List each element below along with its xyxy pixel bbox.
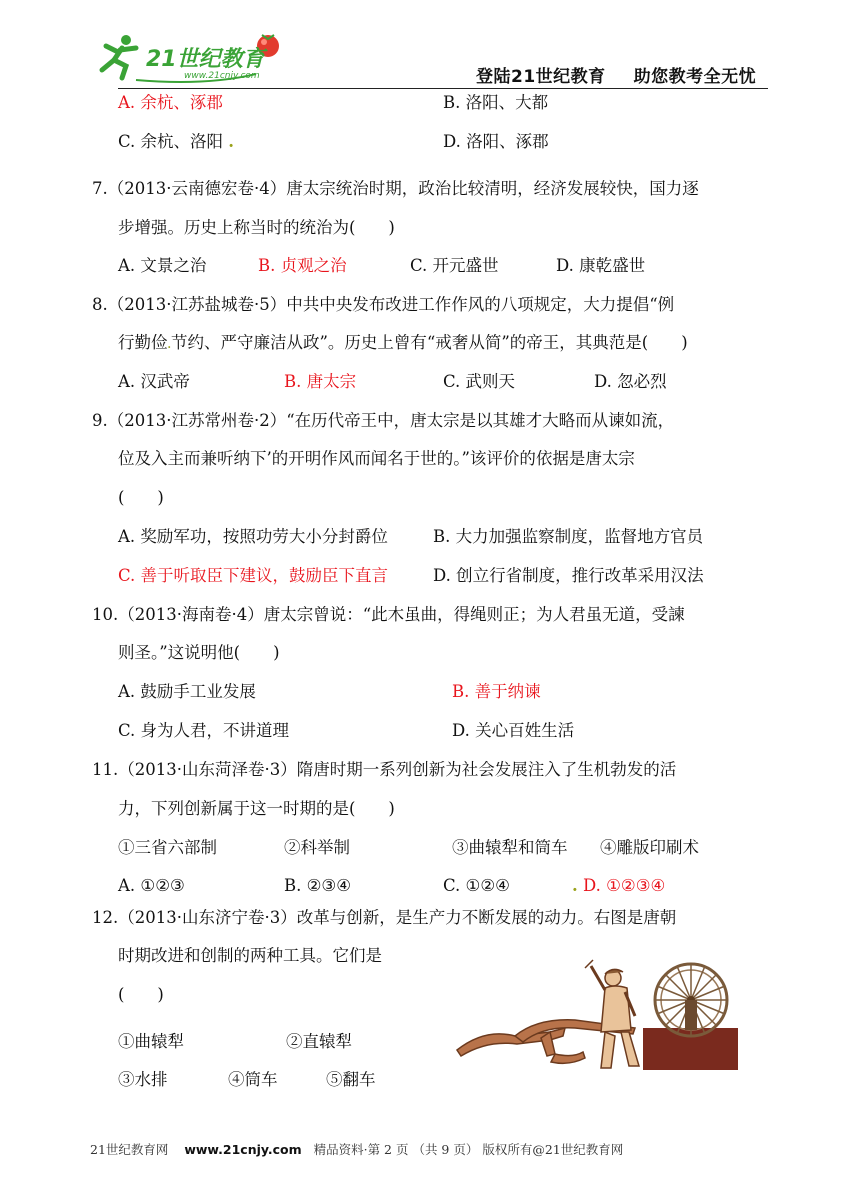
q8-option-c: C. 武则天 bbox=[443, 372, 516, 391]
q11-item-2: ②科举制 bbox=[284, 838, 350, 857]
q7-option-d: D. 康乾盛世 bbox=[556, 256, 646, 275]
q8-stem-line2a: 行勤俭 bbox=[118, 333, 168, 352]
q7-stem-line1: 7.（2013·云南德宏卷·4）唐太宗统治时期，政治比较清明，经济发展较快，国力逐 bbox=[92, 179, 699, 198]
q11-stem-line1: 11.（2013·山东菏泽卷·3）隋唐时期一系列创新为社会发展注入了生机勃发的活 bbox=[92, 760, 677, 779]
q10-stem-line1: 10.（2013·海南卷·4）唐太宗曾说：“此木虽曲，得绳则正；为人君虽无道，受諫 bbox=[92, 605, 685, 624]
q12-item-1: ①曲辕犁 bbox=[118, 1032, 184, 1051]
q10-stem-line2: 则圣。”这说明他( ) bbox=[118, 643, 280, 662]
page-footer bbox=[90, 1140, 623, 1158]
q10-option-c: C. 身为人君，不讲道理 bbox=[118, 721, 290, 740]
q10-option-b: B. 善于纳谏 bbox=[452, 682, 541, 701]
q12-stem-line1: 12.（2013·山东济宁卷·3）改革与创新，是生产力不断发展的动力。右图是唐朝 bbox=[92, 908, 677, 927]
q9-option-d: D. 创立行省制度，推行改革采用汉法 bbox=[433, 566, 704, 585]
q11-option-b: B. ②③④ bbox=[284, 876, 351, 895]
q12-item-3: ③水排 bbox=[118, 1070, 168, 1089]
q9-option-c: C. 善于听取臣下建议，鼓励臣下直言 bbox=[118, 566, 389, 585]
q11-item-1: ①三省六部制 bbox=[118, 838, 217, 857]
q11-item-3: ③曲辕犁和筒车 bbox=[452, 838, 568, 857]
q12-stem-line3: ( ) bbox=[118, 985, 164, 1004]
q11-option-d: D. ①②③④ bbox=[583, 876, 666, 895]
q12-item-2: ②直辕犁 bbox=[286, 1032, 352, 1051]
q6-option-b: B. 洛阳、大都 bbox=[443, 93, 549, 112]
q8-option-a: A. 汉武帝 bbox=[118, 372, 190, 391]
stray-dot: . bbox=[167, 340, 171, 351]
footer-site: 21世纪教育网 bbox=[90, 1142, 169, 1157]
logo-text: 21世纪教育 bbox=[146, 47, 265, 72]
logo-url: www.21cnjy.com bbox=[184, 71, 260, 81]
q9-option-a: A. 奖励军功，按照功劳大小分封爵位 bbox=[118, 527, 388, 546]
q8-option-d: D. 忽必烈 bbox=[594, 372, 667, 391]
q10-option-a: A. 鼓励手工业发展 bbox=[118, 682, 256, 701]
q12-stem-line2: 时期改进和创制的两种工具。它们是 bbox=[118, 946, 382, 965]
q6-option-c-text: C. 余杭、洛阳 bbox=[118, 132, 224, 151]
q7-option-a: A. 文景之治 bbox=[118, 256, 207, 275]
q11-option-a: A. ①②③ bbox=[118, 876, 185, 895]
q12-item-4: ④筒车 bbox=[228, 1070, 278, 1089]
farmer-icon bbox=[585, 960, 639, 1068]
stray-dot: . bbox=[572, 876, 578, 895]
q7-stem-line2: 步增强。历史上称当时的统治为( ) bbox=[118, 218, 395, 237]
runner-icon bbox=[102, 35, 136, 78]
tools-illustration bbox=[455, 958, 740, 1073]
q9-stem-line3: ( ) bbox=[118, 488, 164, 507]
q11-stem-line2: 力，下列创新属于这一时期的是( ) bbox=[118, 799, 395, 818]
q12-item-5: ⑤翻车 bbox=[326, 1070, 376, 1089]
q6-option-a: A. 余杭、涿郡 bbox=[118, 93, 223, 112]
slogan-right: 助您教考全无忧 bbox=[633, 67, 757, 87]
stray-dot: . bbox=[228, 132, 235, 151]
water-wheel-icon bbox=[643, 964, 738, 1070]
q10-option-d: D. 关心百姓生活 bbox=[452, 721, 575, 740]
q7-option-c: C. 开元盛世 bbox=[410, 256, 499, 275]
q8-option-b: B. 唐太宗 bbox=[284, 372, 357, 391]
slogan-left: 登陆21世纪教育 bbox=[476, 67, 606, 87]
q6-option-c bbox=[118, 131, 234, 153]
site-logo bbox=[96, 30, 296, 85]
q9-stem-line2: 位及入主而兼听纳下’的开明作风而闻名于世的。”该评价的依据是唐太宗 bbox=[118, 449, 635, 468]
footer-url[interactable]: www.21cnjy.com bbox=[184, 1142, 302, 1157]
header-slogan bbox=[476, 62, 756, 87]
q9-option-b: B. 大力加强监察制度，监督地方官员 bbox=[433, 527, 704, 546]
q11-option-c: C. ①②④ bbox=[443, 876, 510, 895]
q6-option-d: D. 洛阳、涿郡 bbox=[443, 132, 549, 151]
q7-option-b: B. 贞观之治 bbox=[258, 256, 347, 275]
q8-stem-line2 bbox=[118, 332, 688, 357]
q8-stem-line1: 8.（2013·江苏盐城卷·5）中共中央发布改进工作作风的八项规定，大力提倡“例 bbox=[92, 295, 675, 314]
q11-option-d-wrap bbox=[572, 875, 665, 897]
q8-stem-line2b: 节约、严守廉洁从政”。历史上曾有“戒奢从简”的帝王，其典范是( ) bbox=[170, 333, 688, 352]
q9-stem-line1: 9.（2013·江苏常州卷·2）“在历代帝王中，唐太宗是以其雄才大略而从谏如流， bbox=[92, 411, 675, 430]
header-divider bbox=[118, 88, 768, 89]
q11-item-4: ④雕版印刷术 bbox=[600, 838, 699, 857]
footer-page-info: 精品资料·第 2 页 （共 9 页） 版权所有@21世纪教育网 bbox=[313, 1142, 624, 1157]
